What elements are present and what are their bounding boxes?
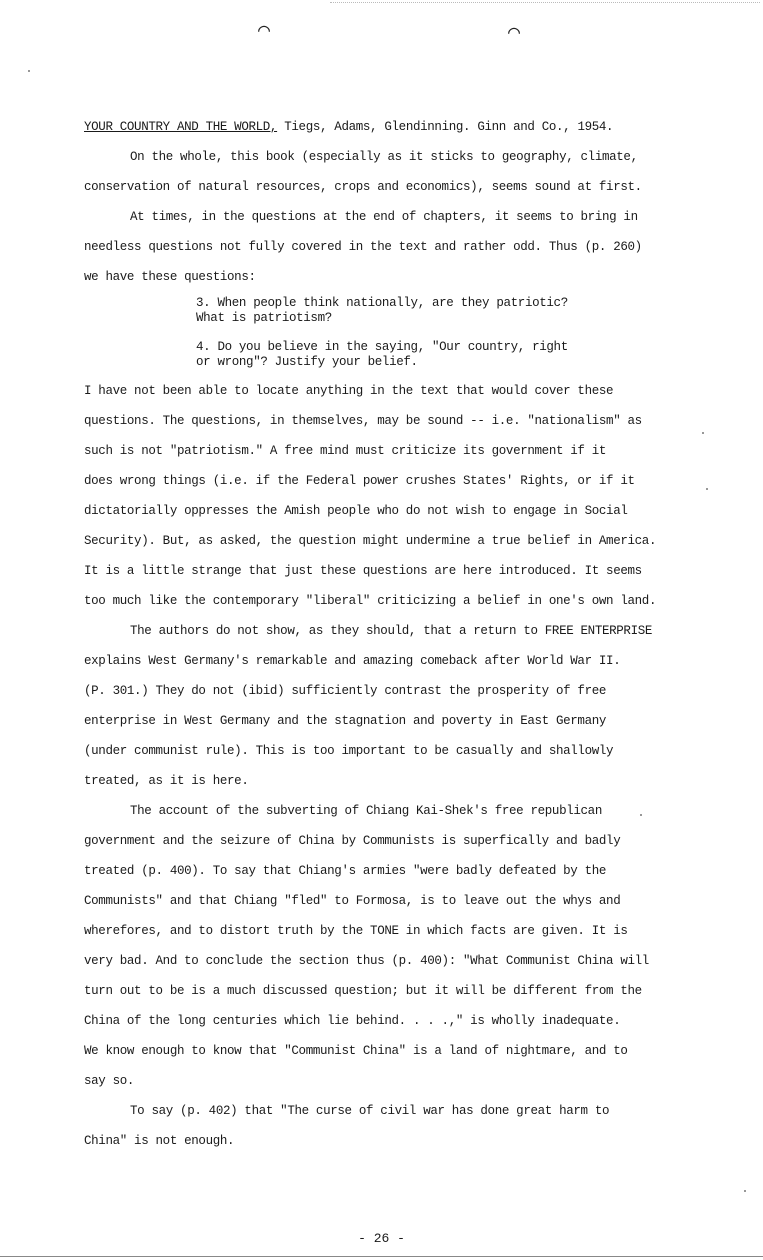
text-line: turn out to be is a much discussed question; but it will be different from the (84, 984, 642, 998)
text-line: The account of the subverting of Chiang Kai-Shek's free republican (130, 804, 602, 818)
text-line: treated (p. 400). To say that Chiang's armies "were badly defeated by the (84, 864, 607, 878)
quoted-question-3 (84, 296, 704, 326)
text-line: (P. 301.) They do not (ibid) sufficiently contrast the prosperity of free (84, 684, 607, 698)
paragraph-5 (84, 616, 704, 796)
paragraph-2 (84, 142, 704, 202)
citation-details: Tiegs, Adams, Glendinning. Ginn and Co., 1954. (277, 120, 614, 134)
scan-speck (706, 488, 708, 490)
paragraph-6 (84, 796, 704, 1096)
text-line: dictatorially oppresses the Amish people who do not wish to engage in Social (84, 504, 628, 518)
text-line: explains West Germany's remarkable and amazing comeback after World War II. (84, 654, 621, 668)
scan-speck (702, 432, 704, 434)
text-line: we have these questions: (84, 270, 256, 284)
quote-line: 4. Do you believe in the saying, "Our country, right (196, 340, 568, 354)
text-line: Security). But, as asked, the question might undermine a true belief in America. (84, 534, 657, 548)
text-line: On the whole, this book (especially as it sticks to geography, climate, (130, 150, 638, 164)
book-title: YOUR COUNTRY AND THE WORLD, (84, 120, 278, 134)
paragraph-3 (84, 202, 704, 292)
quote-line: or wrong"? Justify your belief. (196, 355, 418, 369)
scan-bottom-border (0, 1256, 763, 1257)
text-line: does wrong things (i.e. if the Federal power crushes States' Rights, or if it (84, 474, 635, 488)
text-line: government and the seizure of China by Communists is superfically and badly (84, 834, 621, 848)
scan-top-border (330, 2, 760, 3)
quote-line: 3. When people think nationally, are they patriotic? (196, 296, 568, 310)
citation-line (84, 112, 704, 142)
text-line: China of the long centuries which lie behind. . . .," is wholly inadequate. (84, 1014, 621, 1028)
scan-speck (744, 1190, 746, 1192)
text-line: needless questions not fully covered in the text and rather odd. Thus (p. 260) (84, 240, 642, 254)
text-line: (under communist rule). This is too important to be casually and shallowly (84, 744, 614, 758)
text-line: questions. The questions, in themselves, may be sound -- i.e. "nationalism" as (84, 414, 642, 428)
text-line: such is not "patriotism." A free mind must criticize its government if it (84, 444, 607, 458)
quote-line: What is patriotism? (196, 311, 332, 325)
text-line: say so. (84, 1074, 135, 1088)
text-line: It is a little strange that just these questions are here introduced. It seems (84, 564, 642, 578)
text-line: enterprise in West Germany and the stagnation and poverty in East Germany (84, 714, 607, 728)
page-number: - 26 - (358, 1231, 405, 1246)
text-line: China" is not enough. (84, 1134, 235, 1148)
text-line: too much like the contemporary "liberal" criticizing a belief in one's own land. (84, 594, 657, 608)
paragraph-4 (84, 376, 704, 616)
text-line: wherefores, and to distort truth by the TONE in which facts are given. It is (84, 924, 628, 938)
scan-speck (640, 814, 642, 816)
scan-mark-right: ⌒ (508, 22, 521, 45)
scan-mark-left: ⌒ (258, 20, 271, 43)
text-line: At times, in the questions at the end of chapters, it seems to bring in (130, 210, 638, 224)
text-line: The authors do not show, as they should, that a return to FREE ENTERPRISE (130, 624, 653, 638)
document-body (84, 112, 704, 1156)
quoted-question-4 (84, 340, 704, 370)
text-line: very bad. And to conclude the section thus (p. 400): "What Communist China will (84, 954, 649, 968)
scan-speck (28, 70, 30, 72)
text-line: We know enough to know that "Communist China" is a land of nightmare, and to (84, 1044, 628, 1058)
text-line: To say (p. 402) that "The curse of civil war has done great harm to (130, 1104, 610, 1118)
text-line: Communists" and that Chiang "fled" to Formosa, is to leave out the whys and (84, 894, 621, 908)
text-line: treated, as it is here. (84, 774, 249, 788)
paragraph-7 (84, 1096, 704, 1156)
text-line: I have not been able to locate anything in the text that would cover these (84, 384, 614, 398)
text-line: conservation of natural resources, crops and economics), seems sound at first. (84, 180, 642, 194)
